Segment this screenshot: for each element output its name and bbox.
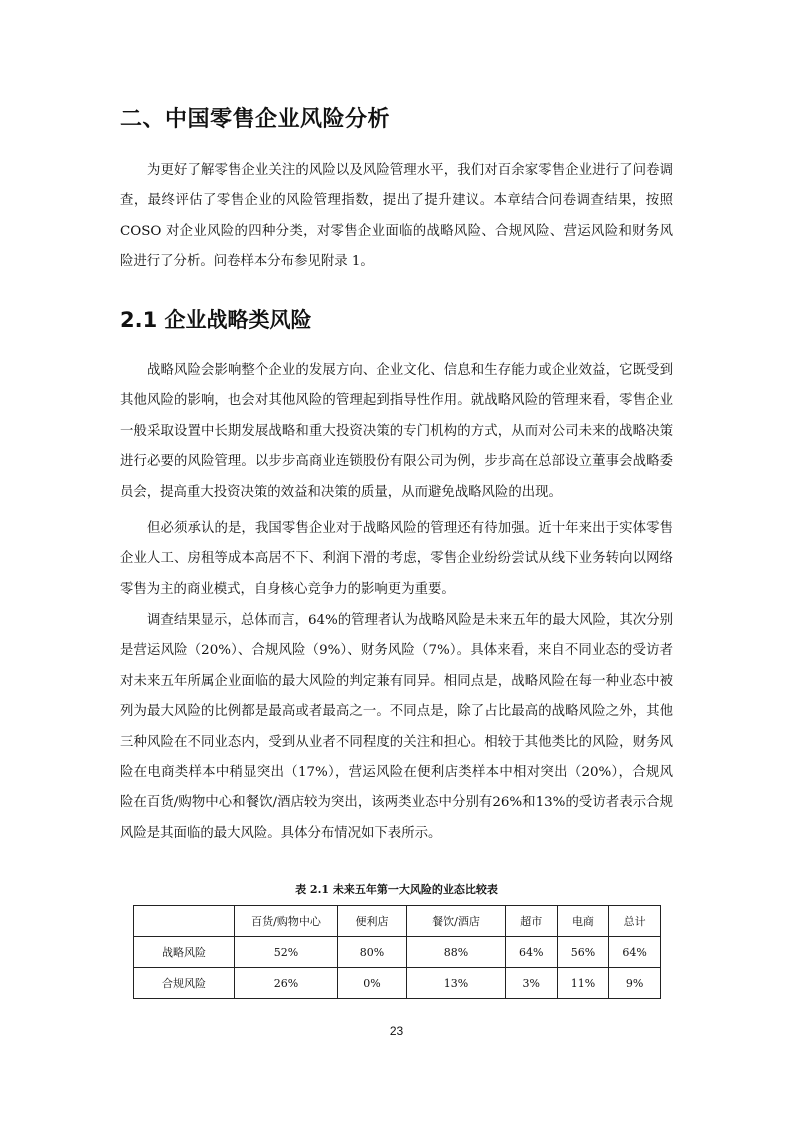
table-cell: 88% [407,937,506,968]
subsection-title: 2.1 企业战略类风险 [120,308,312,332]
page-number: 23 [389,1024,404,1038]
risk-comparison-table [133,905,661,999]
table-cell: 26% [235,968,338,999]
table-row [134,937,661,968]
section-title: 二、中国零售企业风险分析 [120,107,391,132]
table-header-cell: 便利店 [338,906,407,937]
table-cell: 合规风险 [134,968,235,999]
table-cell: 3% [505,968,557,999]
table-cell: 11% [557,968,609,999]
table-cell: 64% [609,937,661,968]
table-header-cell: 餐饮/酒店 [407,906,506,937]
table-cell: 56% [557,937,609,968]
table-cell: 战略风险 [134,937,235,968]
table-header-cell: 超市 [505,906,557,937]
intro-paragraph: 为更好了解零售企业关注的风险以及风险管理水平，我们对百余家零售企业进行了问卷调查，最终评估了零售企业的风险管理指数，提出了提升建议。本章结合问卷调查结果，按照 COSO 对企业风险的四种分类，对零售企业面临的战略风险、合规风险、营运风险和财务风险进行了分析。问卷样本分布参见附录 1。 [120,163,673,270]
table-cell: 64% [505,937,557,968]
table-header-cell: 百货/购物中心 [235,906,338,937]
table-header-cell: 电商 [557,906,609,937]
table-cell: 13% [407,968,506,999]
table-cell: 0% [338,968,407,999]
table-cell: 80% [338,937,407,968]
paragraph-survey-results: 调查结果显示，总体而言，64%的管理者认为战略风险是未来五年的最大风险，其次分别是营运风险（20%）、合规风险（9%）、财务风险（7%）。具体来看，来自不同业态的受访者对未来五年所属企业面临的最大风险的判定兼有同异。相同点是，战略风险在每一种业态中被列为最大风险的比例都是最高或者最高之一。不同点是，除了占比最高的战略风险之外，其他三种风险在不同业态内，受到从业者不同程度的关注和担心。相较于其他类比的风险，财务风险在电商类样本中稍显突出（17%），营运风险在便利店类样本中相对突出（20%），合规风险在百货/购物中心和餐饮/酒店较为突出，该两类业态中分别有26%和13%的受访者表示合规风险是其面临的最大风险。具体分布情况如下表所示。 [120,613,673,841]
table-cell: 52% [235,937,338,968]
table-row [134,968,661,999]
paragraph-strategy-weakness: 但必须承认的是，我国零售企业对于战略风险的管理还有待加强。近十年来出于实体零售企业人工、房租等成本高居不下、利润下滑的考虑，零售企业纷纷尝试从线下业务转向以网络零售为主的商业模式，自身核心竞争力的影响更为重要。 [120,521,673,597]
paragraph-strategy-overview: 战略风险会影响整个企业的发展方向、企业文化、信息和生存能力或企业效益，它既受到其他风险的影响，也会对其他风险的管理起到指导性作用。就战略风险的管理来看，零售企业一般采取设置中长期发展战略和重大投资决策的专门机构的方式，从而对公司未来的战略决策进行必要的风险管理。以步步高商业连锁股份有限公司为例，步步高在总部设立董事会战略委员会，提高重大投资决策的效益和决策的质量，从而避免战略风险的出现。 [120,363,673,500]
table-header-row [134,906,661,937]
table-cell: 9% [609,968,661,999]
table-header-cell: 总计 [609,906,661,937]
table-caption: 表 2.1 未来五年第一大风险的业态比较表 [295,883,498,896]
table-header-cell [134,906,235,937]
